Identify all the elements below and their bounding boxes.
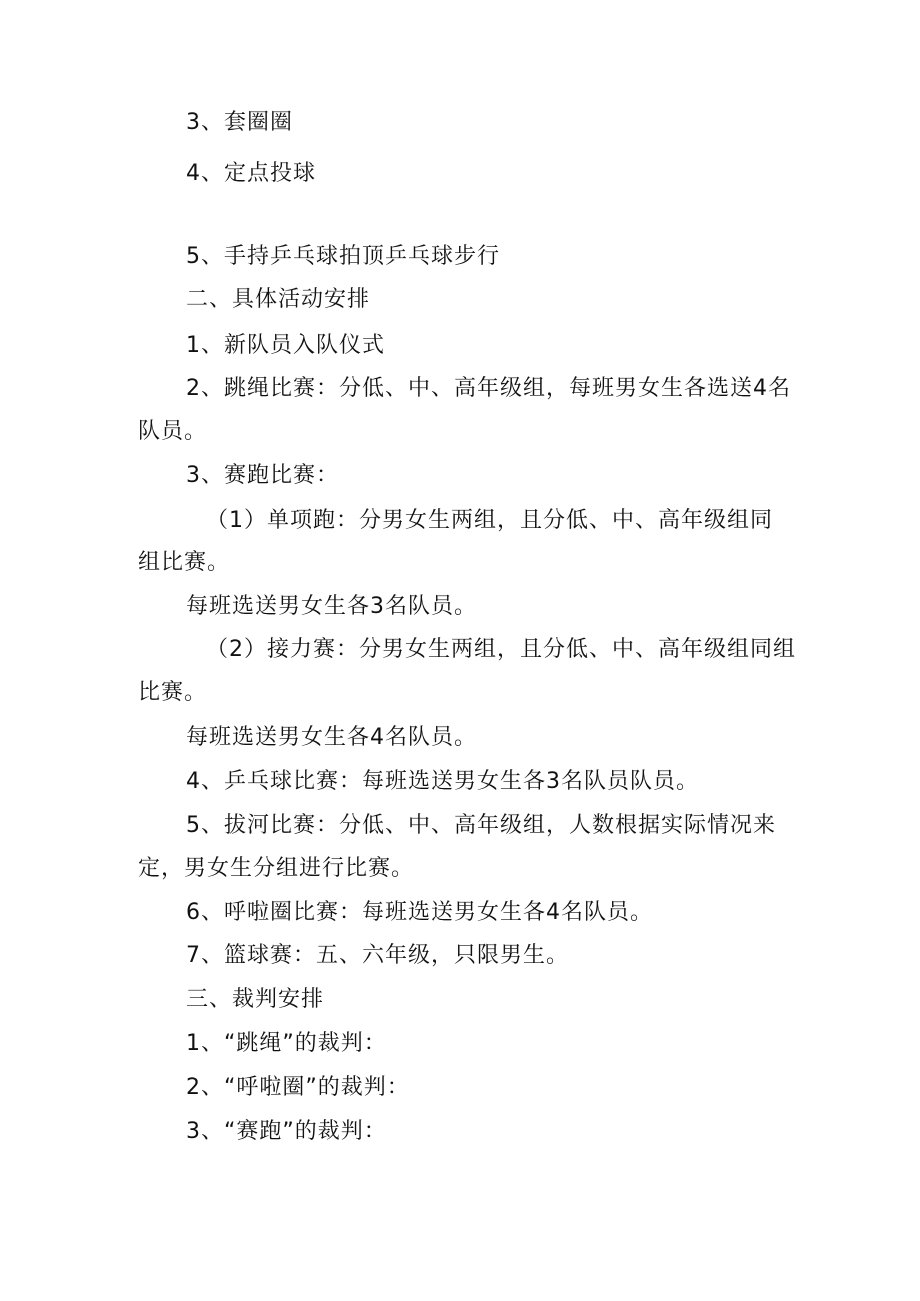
list-item-7-basketball: 7、篮球赛：五、六年级，只限男生。: [186, 943, 569, 968]
sub-item-2-quota: 每班选送男女生各4名队员。: [186, 725, 477, 750]
referee-item-hula-hoop: 2、“呼啦圈”的裁判：: [186, 1075, 410, 1100]
list-item-4-ping-pong: 4、乒乓球比赛：每班选送男女生各3名队员队员。: [186, 769, 699, 794]
section-heading-referees: 三、裁判安排: [186, 987, 325, 1012]
sub-item-1-continuation: 组比赛。: [138, 550, 231, 575]
sub-item-1-quota: 每班选送男女生各3名队员。: [186, 594, 477, 619]
list-item-5-continuation: 定，男女生分组进行比赛。: [138, 856, 415, 881]
list-item-1-induction: 1、新队员入队仪式: [186, 333, 385, 358]
referee-item-running: 3、“赛跑”的裁判：: [186, 1119, 387, 1144]
list-item-2-continuation: 队员。: [138, 419, 208, 444]
referee-item-jump-rope: 1、“跳绳”的裁判：: [186, 1031, 387, 1056]
list-item-3-running: 3、赛跑比赛：: [186, 463, 339, 488]
list-item-6-hula-hoop: 6、呼啦圈比赛：每班选送男女生各4名队员。: [186, 900, 653, 925]
list-item-5-ping-pong-walk: 5、手持乒乓球拍顶乒乓球步行: [186, 244, 500, 269]
sub-item-2-continuation: 比赛。: [138, 680, 208, 705]
sub-item-1-single-run: （1）单项跑：分男女生两组，且分低、中、高年级组同: [206, 508, 773, 533]
sub-item-2-relay: （2）接力赛：分男女生两组，且分低、中、高年级组同组: [206, 637, 796, 662]
section-heading-activity-arrangement: 二、具体活动安排: [186, 287, 371, 312]
list-item-4-fixed-shot: 4、定点投球: [186, 161, 316, 186]
list-item-5-tug-of-war: 5、拔河比赛：分低、中、高年级组，人数根据实际情况来: [186, 813, 776, 838]
list-item-3-ring-toss: 3、套圈圈: [186, 110, 293, 135]
list-item-2-jump-rope: 2、跳绳比赛：分低、中、高年级组，每班男女生各选送4名: [186, 376, 791, 401]
